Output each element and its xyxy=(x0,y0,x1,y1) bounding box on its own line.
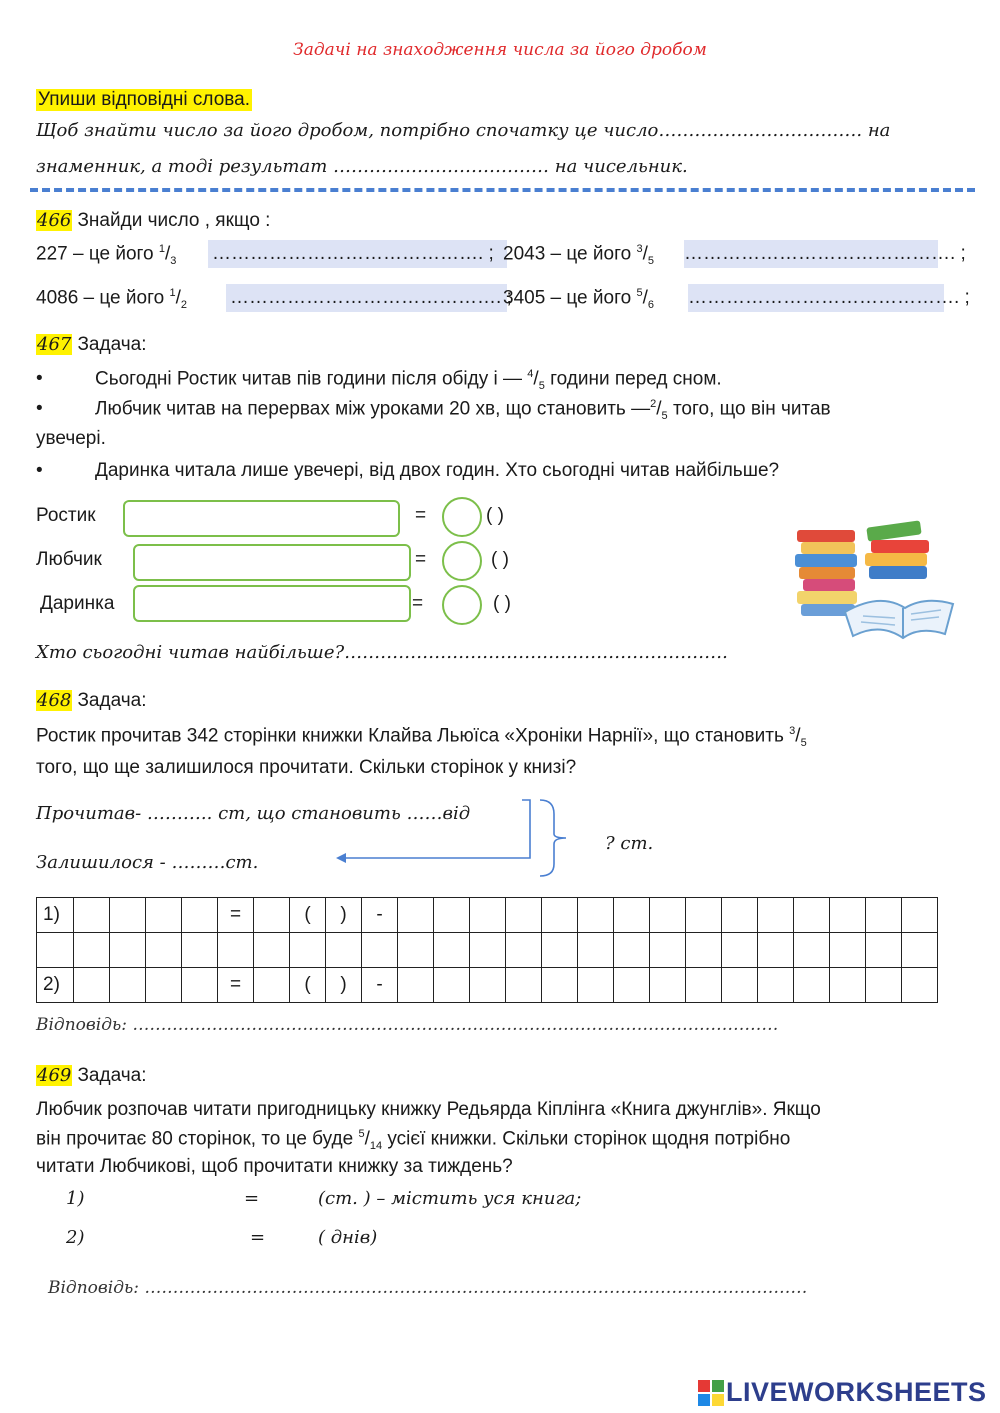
task-466-row-2-right: 3405 – це його $^5/_6$ xyxy=(503,287,654,312)
instruction-line-2: знаменник, а тоді результат ……………………………… на чисельник. xyxy=(36,156,688,177)
grid-cell[interactable] xyxy=(722,968,758,1003)
grid-cell[interactable] xyxy=(902,933,938,968)
bullet-dot: • xyxy=(36,368,43,390)
equals-sign: = xyxy=(415,549,427,570)
grid-cell[interactable] xyxy=(146,933,182,968)
bullet-1: • Сьогодні Ростик читав пів години після обіду і — $^4/_5$ години перед сном. xyxy=(36,368,722,393)
answer-grid[interactable] xyxy=(36,897,938,1003)
task-469-line-2: він прочитає 80 сторінок, то це буде $^5/_{14}$ усієї книжки. Скільки сторінок щодня потрібно xyxy=(36,1128,791,1153)
name-liubchyk: Любчик xyxy=(36,549,102,570)
grid-cell[interactable]: - xyxy=(362,968,398,1003)
grid-cell[interactable]: 1) xyxy=(37,898,74,933)
grid-cell[interactable] xyxy=(434,898,470,933)
grid-cell[interactable]: ( xyxy=(290,898,326,933)
grid-cell[interactable]: = xyxy=(218,898,254,933)
task-468-text-1: Ростик прочитав 342 сторінки книжки Клайва Льюїса «Хроніки Нарнії», що становить $^3/_5$ xyxy=(36,725,807,750)
grid-cell[interactable] xyxy=(902,898,938,933)
bullet-3 xyxy=(36,460,779,482)
grid-cell[interactable] xyxy=(362,933,398,968)
grid-cell[interactable] xyxy=(110,933,146,968)
fraction-numerator: 1 xyxy=(169,287,176,299)
step-1-equals: = xyxy=(244,1188,260,1209)
step-2-number: 2) xyxy=(66,1227,85,1248)
grid-cell[interactable]: ) xyxy=(326,968,362,1003)
grid-cell[interactable] xyxy=(470,968,506,1003)
task-468-text-2: того, що ще залишилося прочитати. Скільки сторінок у книзі? xyxy=(36,757,577,778)
dashed-divider xyxy=(30,188,975,192)
grid-cell[interactable] xyxy=(758,898,794,933)
task-text: Ростик прочитав 342 сторінки книжки Клайва Льюїса «Хроніки Нарнії», що становить xyxy=(36,725,784,747)
grid-cell[interactable] xyxy=(614,933,650,968)
grid-cell[interactable] xyxy=(758,933,794,968)
number-text: 3405 – це його xyxy=(503,287,632,309)
grid-cell[interactable] xyxy=(218,933,254,968)
unit-parens: ( ) xyxy=(486,505,504,526)
unit-parens: ( ) xyxy=(491,549,509,570)
grid-row xyxy=(37,968,938,1003)
left-line: Залишилося - ………ст. xyxy=(36,852,259,873)
task-number: 467 xyxy=(37,334,72,355)
task-469-header xyxy=(36,1065,146,1087)
grid-cell[interactable] xyxy=(470,933,506,968)
grid-cell[interactable] xyxy=(74,933,110,968)
arrow-diagram xyxy=(330,798,570,880)
bullet-text-end: того, що він читав xyxy=(672,398,831,420)
grid-cell[interactable] xyxy=(74,898,110,933)
task-number: 466 xyxy=(37,210,72,231)
bullet-text: Любчик читав на перервах між уроками 20 хв, що становить — xyxy=(95,398,651,420)
task-468-header xyxy=(36,690,146,712)
grid-cell[interactable] xyxy=(578,968,614,1003)
grid-cell[interactable] xyxy=(902,968,938,1003)
grid-cell[interactable] xyxy=(146,968,182,1003)
grid-cell[interactable] xyxy=(722,933,758,968)
grid-cell[interactable] xyxy=(434,968,470,1003)
grid-cell[interactable] xyxy=(290,933,326,968)
grid-cell[interactable] xyxy=(830,968,866,1003)
fraction-denominator: 3 xyxy=(170,255,177,268)
unit-parens: ( ) xyxy=(493,593,511,614)
grid-cell[interactable] xyxy=(254,898,290,933)
grid-cell[interactable]: - xyxy=(362,898,398,933)
name-darynka: Даринка xyxy=(40,593,115,614)
grid-cell[interactable] xyxy=(614,898,650,933)
task-466-header xyxy=(36,210,270,232)
task-label: Задача: xyxy=(77,1065,147,1086)
grid-cell[interactable] xyxy=(650,898,686,933)
step-2-unit: ( днів) xyxy=(318,1227,378,1248)
fraction-denominator: 14 xyxy=(369,1140,383,1153)
fraction-numerator: 3 xyxy=(636,243,643,255)
grid-cell[interactable] xyxy=(686,968,722,1003)
answer-field-3405[interactable]: ……………………………………. ; xyxy=(688,284,944,312)
grid-cell[interactable] xyxy=(578,933,614,968)
expression-input-liubchyk[interactable] xyxy=(133,544,411,581)
grid-cell[interactable] xyxy=(686,898,722,933)
number-text: 4086 – це його xyxy=(36,287,165,309)
grid-cell[interactable] xyxy=(182,933,218,968)
grid-cell[interactable] xyxy=(758,968,794,1003)
grid-cell[interactable] xyxy=(146,898,182,933)
grid-cell[interactable] xyxy=(866,898,902,933)
equals-sign: = xyxy=(412,593,424,614)
task-469-line-3: читати Любчикові, щоб прочитати книжку за тиждень? xyxy=(36,1156,513,1177)
grid-cell[interactable] xyxy=(398,898,434,933)
grid-cell[interactable] xyxy=(470,898,506,933)
bullet-2: • Любчик читав на перервах між уроками 20 хв, що становить $—^2/_5$ того, що він читав xyxy=(36,398,831,423)
grid-cell[interactable] xyxy=(686,933,722,968)
task-number: 469 xyxy=(37,1065,72,1086)
grid-cell[interactable] xyxy=(866,968,902,1003)
grid-cell[interactable] xyxy=(182,898,218,933)
result-circle-darynka[interactable] xyxy=(442,585,482,625)
bullet-text: Сьогодні Ростик читав пів години після обіду і — xyxy=(95,368,523,390)
grid-cell[interactable] xyxy=(74,968,110,1003)
grid-cell[interactable] xyxy=(578,898,614,933)
book-icon xyxy=(795,530,857,616)
grid-cell[interactable] xyxy=(830,898,866,933)
grid-cell[interactable] xyxy=(794,898,830,933)
grid-cell[interactable]: ( xyxy=(290,968,326,1003)
total-pages-label: ? ст. xyxy=(605,833,654,854)
books-stack-illustration xyxy=(785,512,955,647)
step-1-number: 1) xyxy=(66,1188,85,1209)
fraction-numerator: 5 xyxy=(358,1128,365,1140)
task-467-header xyxy=(36,334,146,356)
brand-text: LIVEWORKSHEETS xyxy=(726,1377,987,1407)
grid-cell[interactable] xyxy=(542,898,578,933)
grid-cell[interactable] xyxy=(110,968,146,1003)
grid-cell[interactable] xyxy=(866,933,902,968)
grid-cell[interactable] xyxy=(254,933,290,968)
grid-cell[interactable] xyxy=(542,933,578,968)
read-line: Прочитав- ……….. ст, що становить ……від xyxy=(36,803,471,824)
number-text: 227 – це його xyxy=(36,243,154,265)
grid-cell[interactable] xyxy=(650,968,686,1003)
instruction-heading: Упиши відповідні слова. xyxy=(38,89,250,110)
bullet-text: Даринка читала лише увечері, від двох годин. Хто сьогодні читав найбільше? xyxy=(95,460,780,481)
grid-cell[interactable] xyxy=(326,933,362,968)
grid-cell[interactable]: ) xyxy=(326,898,362,933)
bullet-text-end: години перед сном. xyxy=(550,368,722,390)
fraction-numerator: 2 xyxy=(650,398,657,410)
answer-field-227[interactable]: ……………………………………. ; xyxy=(208,240,507,268)
expression-input-darynka[interactable] xyxy=(133,585,411,622)
grid-cell[interactable] xyxy=(794,933,830,968)
answer-field-2043[interactable]: ……………………………………. ; xyxy=(684,240,938,268)
result-circle-liubchyk[interactable] xyxy=(442,541,482,581)
grid-cell[interactable] xyxy=(650,933,686,968)
grid-cell[interactable] xyxy=(506,968,542,1003)
grid-cell[interactable] xyxy=(182,968,218,1003)
task-469-line-1: Любчик розпочав читати пригодницьку книжку Редьярда Кіплінга «Книга джунглів». Якщо xyxy=(36,1099,821,1120)
grid-row xyxy=(37,898,938,933)
task-number: 468 xyxy=(37,690,72,711)
answer-line-469[interactable]: Відповідь: ……………………………………………………………………………………………………… xyxy=(48,1278,808,1298)
grid-row xyxy=(37,933,938,968)
fraction-denominator: 5 xyxy=(647,255,654,268)
grid-cell[interactable] xyxy=(398,933,434,968)
fraction-numerator: 5 xyxy=(636,287,643,299)
book-icon xyxy=(865,520,929,579)
grid-cell[interactable] xyxy=(254,968,290,1003)
bullet-dot: • xyxy=(36,460,43,481)
grid-cell[interactable] xyxy=(830,933,866,968)
question-who-read-most: Хто сьогодні читав найбільше?………………………………………………………. xyxy=(36,642,728,663)
task-text: він прочитає 80 сторінок, то це буде xyxy=(36,1128,354,1150)
liveworksheets-logo xyxy=(698,1377,987,1408)
grid-cell[interactable] xyxy=(398,968,434,1003)
fraction-numerator: 4 xyxy=(527,368,534,380)
logo-icon xyxy=(698,1380,724,1406)
answer-field-4086[interactable]: ……………………………………. ; xyxy=(226,284,507,312)
instruction-line-1: Щоб знайти число за його дробом, потрібно спочатку це число……………………………. на xyxy=(36,120,891,141)
task-466-row-1-left: 227 – це його $^1/_3$ xyxy=(36,243,177,268)
grid-cell[interactable] xyxy=(434,933,470,968)
grid-cell[interactable] xyxy=(506,933,542,968)
grid-cell[interactable] xyxy=(110,898,146,933)
answer-line-468[interactable]: Відповідь: …………………………………………………………………………………………………… xyxy=(36,1015,779,1035)
fraction-denominator: 2 xyxy=(180,299,187,312)
step-1-unit: (ст. ) – містить уся книга; xyxy=(318,1188,582,1209)
fraction-denominator: 6 xyxy=(647,299,654,312)
equals-sign: = xyxy=(415,505,427,526)
name-rostyk: Ростик xyxy=(36,505,96,526)
page-title: Задачі на знаходження числа за його дробом xyxy=(293,40,707,60)
fraction-denominator: 5 xyxy=(800,737,807,750)
expression-input-rostyk[interactable] xyxy=(123,500,400,537)
number-text: 2043 – це його xyxy=(503,243,632,265)
grid-cell[interactable] xyxy=(37,933,74,968)
step-2-equals: = xyxy=(250,1227,266,1248)
task-text-end: усієї книжки. Скільки сторінок щодня потрібно xyxy=(387,1128,791,1150)
fraction-numerator: 1 xyxy=(158,243,166,255)
task-466-row-1-right: 2043 – це його $^3/_5$ xyxy=(503,243,654,268)
task-label: Задача: xyxy=(77,334,147,355)
grid-cell[interactable]: = xyxy=(218,968,254,1003)
bullet-dot: • xyxy=(36,398,43,420)
grid-cell[interactable]: 2) xyxy=(37,968,74,1003)
task-466-row-2-left: 4086 – це його $^1/_2$ xyxy=(36,287,187,312)
result-circle-rostyk[interactable] xyxy=(442,497,482,537)
grid-cell[interactable] xyxy=(506,898,542,933)
task-label: Задача: xyxy=(77,690,147,711)
fraction-numerator: 3 xyxy=(789,725,796,737)
bullet-2-continuation: увечері. xyxy=(36,428,106,449)
fraction-denominator: 5 xyxy=(538,380,545,393)
task-prompt: Знайди число , якщо : xyxy=(77,210,271,231)
fraction-denominator: 5 xyxy=(661,410,668,423)
grid-cell[interactable] xyxy=(722,898,758,933)
open-book-icon xyxy=(845,601,953,638)
grid-cell[interactable] xyxy=(542,968,578,1003)
grid-cell[interactable] xyxy=(614,968,650,1003)
grid-cell[interactable] xyxy=(794,968,830,1003)
